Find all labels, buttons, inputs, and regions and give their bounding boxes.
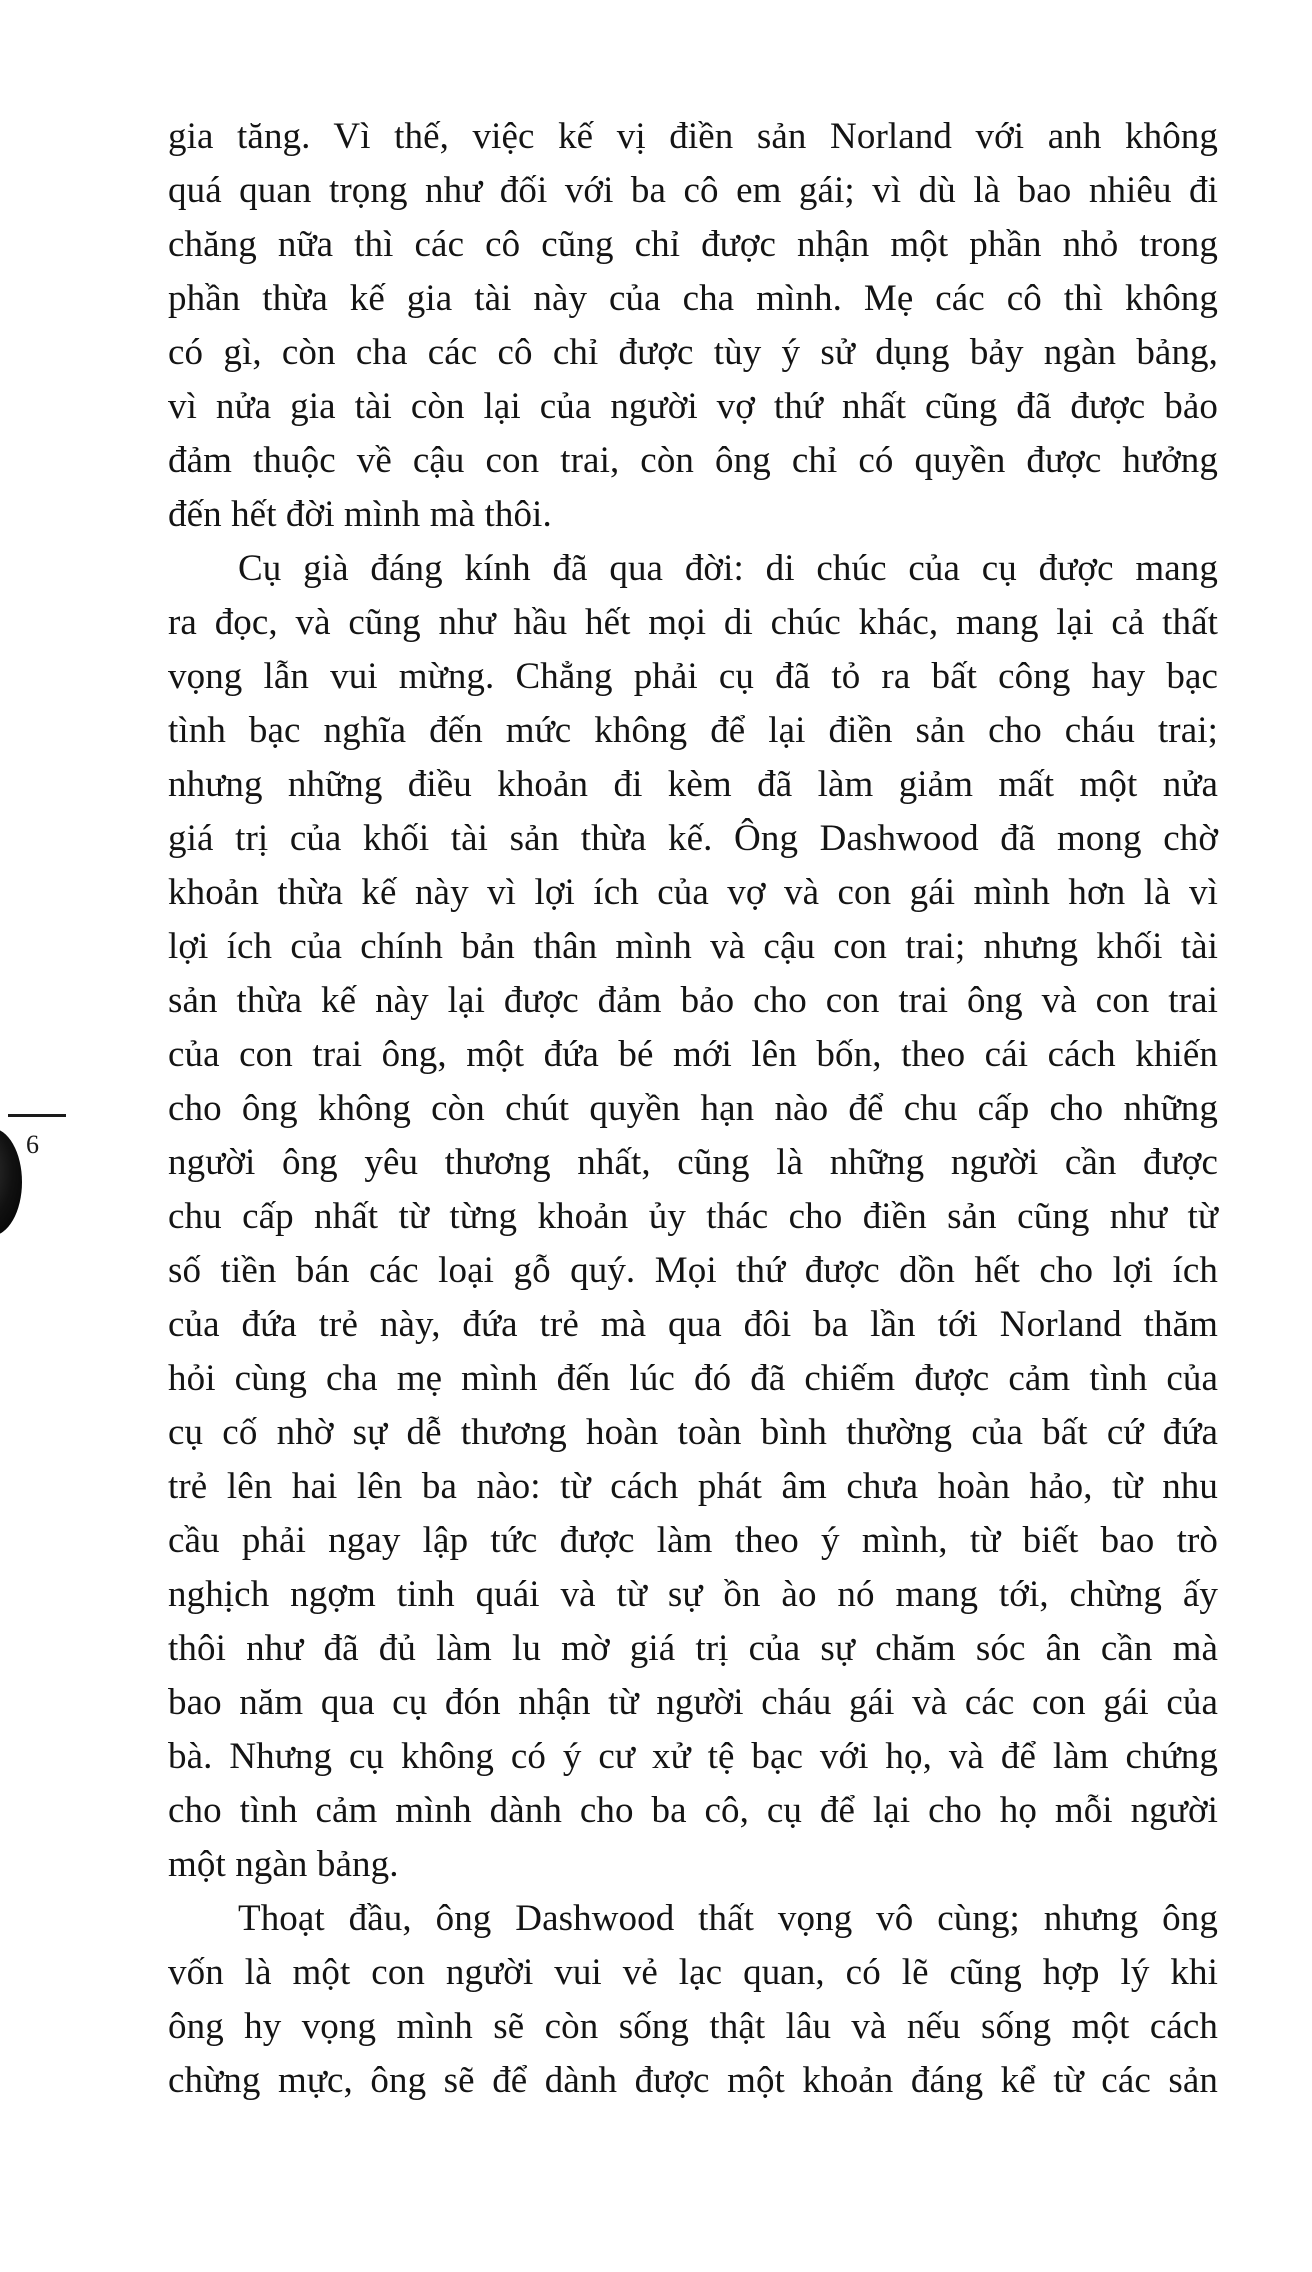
text-line: vốn là một con người vui vẻ lạc quan, có lẽ cũng hợp lý khi [168, 1952, 1218, 1993]
text-line: chừng mực, ông sẽ để dành được một khoản đáng kể từ các sản [168, 2060, 1218, 2101]
text-line: nhưng những điều khoản đi kèm đã làm giảm mất một nửa [168, 764, 1218, 805]
text-line-paragraph-end: một ngàn bảng. [168, 1844, 399, 1885]
text-line: người ông yêu thương nhất, cũng là những người cần được [168, 1142, 1218, 1183]
text-line-paragraph-start: Cụ già đáng kính đã qua đời: di chúc của cụ được mang [238, 548, 1218, 589]
text-line: giá trị của khối tài sản thừa kế. Ông Dashwood đã mong chờ [168, 818, 1218, 859]
text-line: ông hy vọng mình sẽ còn sống thật lâu và nếu sống một cách [168, 2006, 1218, 2047]
text-line: có gì, còn cha các cô chỉ được tùy ý sử dụng bảy ngàn bảng, [168, 332, 1218, 373]
text-line: bao năm qua cụ đón nhận từ người cháu gái và các con gái của [168, 1682, 1218, 1723]
text-line: của con trai ông, một đứa bé mới lên bốn, theo cái cách khiến [168, 1034, 1218, 1075]
page-number: 6 [26, 1130, 39, 1159]
text-line: gia tăng. Vì thế, việc kế vị điền sản Norland với anh không [168, 116, 1218, 157]
text-line: chu cấp nhất từ từng khoản ủy thác cho điền sản cũng như từ [168, 1196, 1218, 1237]
body-text [168, 110, 1218, 2108]
text-line-paragraph-start: Thoạt đầu, ông Dashwood thất vọng vô cùng; nhưng ông [238, 1898, 1218, 1939]
page-edge-shadow [0, 1128, 22, 1236]
page-number-rule [8, 1114, 66, 1117]
text-line: nghịch ngợm tinh quái và từ sự ồn ào nó mang tới, chừng ấy [168, 1574, 1218, 1615]
text-line: cụ cố nhờ sự dễ thương hoàn toàn bình thường của bất cứ đứa [168, 1412, 1218, 1453]
text-line: cho ông không còn chút quyền hạn nào để chu cấp cho những [168, 1088, 1218, 1129]
text-line: tình bạc nghĩa đến mức không để lại điền sản cho cháu trai; [168, 710, 1218, 751]
text-line: vì nửa gia tài còn lại của người vợ thứ nhất cũng đã được bảo [168, 386, 1218, 427]
text-line: bà. Nhưng cụ không có ý cư xử tệ bạc với họ, và để làm chứng [168, 1736, 1218, 1777]
text-line: đảm thuộc về cậu con trai, còn ông chỉ có quyền được hưởng [168, 440, 1218, 481]
text-line: sản thừa kế này lại được đảm bảo cho con trai ông và con trai [168, 980, 1218, 1021]
text-line: cầu phải ngay lập tức được làm theo ý mình, từ biết bao trò [168, 1520, 1218, 1561]
text-line: khoản thừa kế này vì lợi ích của vợ và con gái mình hơn là vì [168, 872, 1218, 913]
text-line-paragraph-end: đến hết đời mình mà thôi. [168, 494, 552, 535]
text-line: quá quan trọng như đối với ba cô em gái; vì dù là bao nhiêu đi [168, 170, 1218, 211]
text-line: lợi ích của chính bản thân mình và cậu con trai; nhưng khối tài [168, 926, 1218, 967]
text-line: của đứa trẻ này, đứa trẻ mà qua đôi ba lần tới Norland thăm [168, 1304, 1218, 1345]
text-line: hỏi cùng cha mẹ mình đến lúc đó đã chiếm được cảm tình của [168, 1358, 1218, 1399]
text-line: chăng nữa thì các cô cũng chỉ được nhận một phần nhỏ trong [168, 224, 1218, 265]
text-line: phần thừa kế gia tài này của cha mình. Mẹ các cô thì không [168, 278, 1218, 319]
text-line: vọng lẫn vui mừng. Chẳng phải cụ đã tỏ ra bất công hay bạc [168, 656, 1218, 697]
text-line: thôi như đã đủ làm lu mờ giá trị của sự chăm sóc ân cần mà [168, 1628, 1218, 1669]
text-line: cho tình cảm mình dành cho ba cô, cụ để lại cho họ mỗi người [168, 1790, 1218, 1831]
text-line: trẻ lên hai lên ba nào: từ cách phát âm chưa hoàn hảo, từ nhu [168, 1466, 1218, 1507]
text-line: ra đọc, và cũng như hầu hết mọi di chúc khác, mang lại cả thất [168, 602, 1218, 643]
text-line: số tiền bán các loại gỗ quý. Mọi thứ được dồn hết cho lợi ích [168, 1250, 1218, 1291]
